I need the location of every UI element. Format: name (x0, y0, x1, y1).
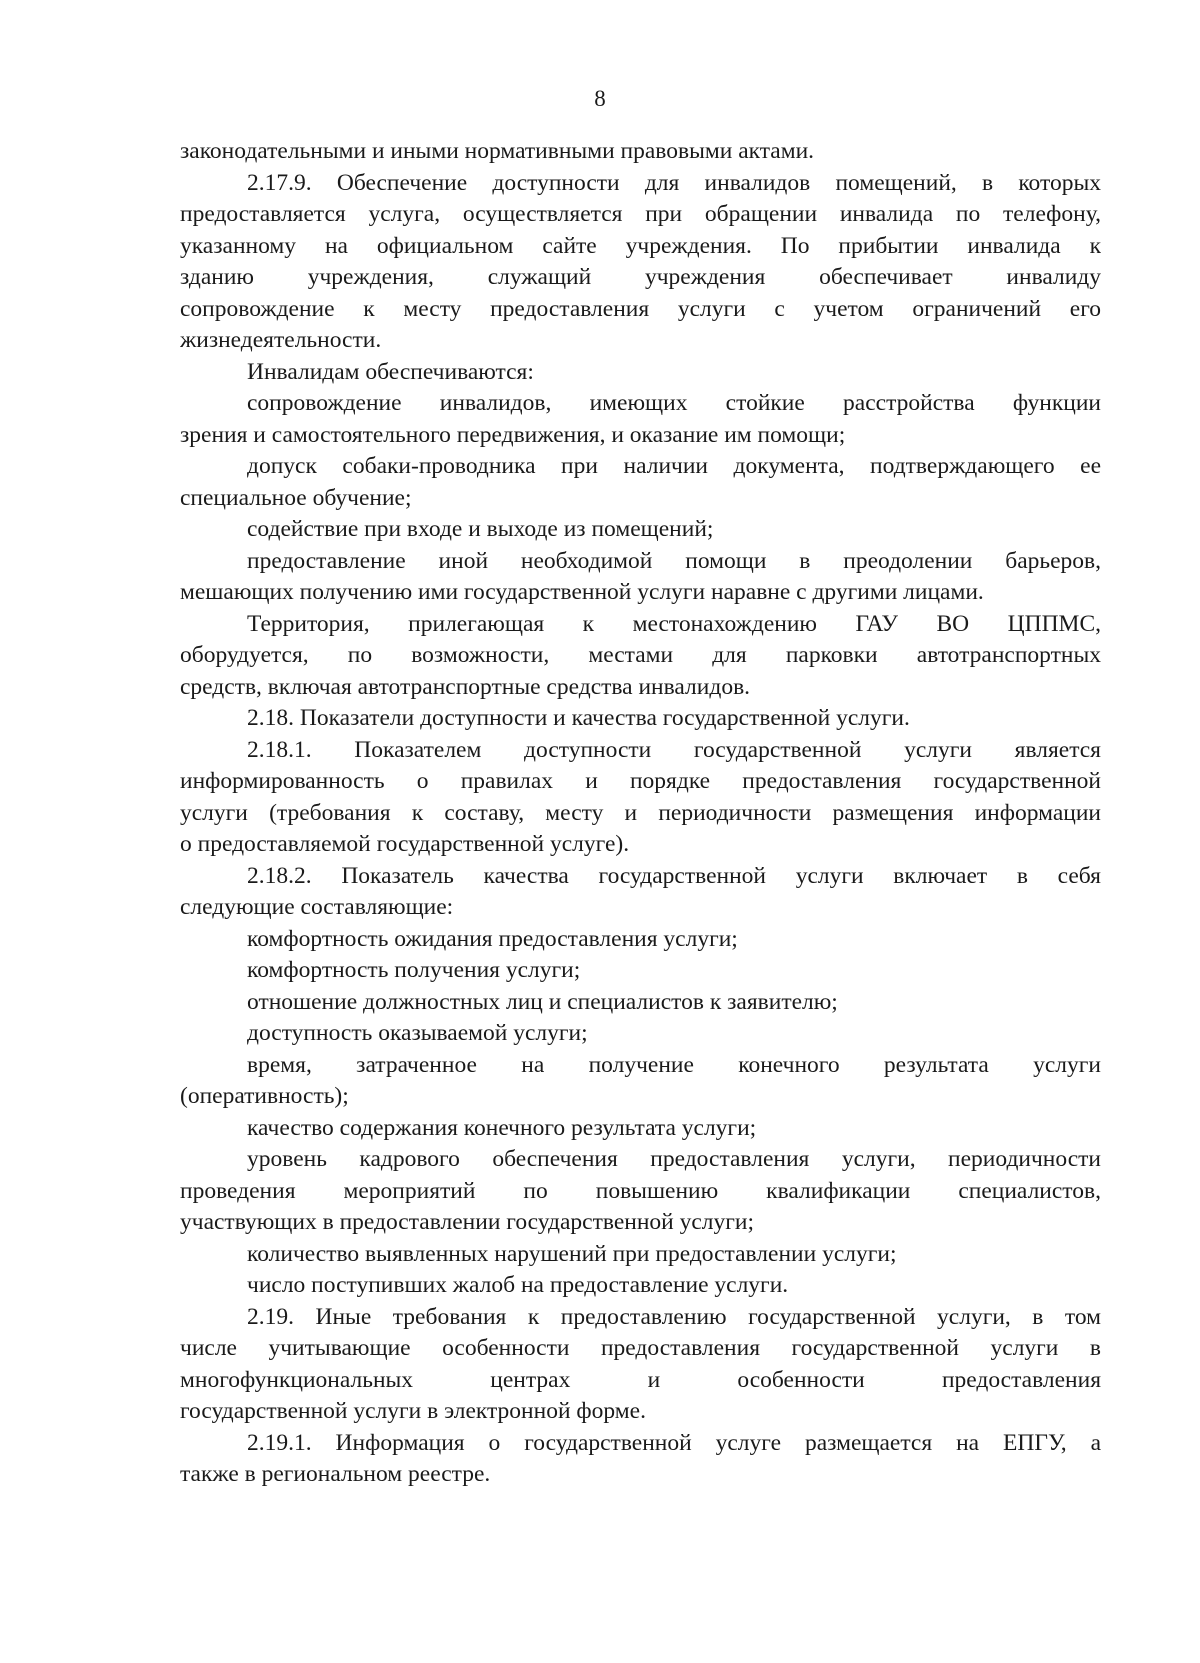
page-number: 8 (594, 86, 606, 111)
text-line: 2.17.9. Обеспечение доступности для инвалидов помещений, в которых (247, 169, 1101, 196)
document-body (180, 136, 1101, 1491)
text-line: многофункциональных центрах и особенности предоставления (180, 1366, 1101, 1393)
text-line: сопровождение к месту предоставления услуги с учетом ограничений его (180, 295, 1101, 322)
text-line: средств, включая автотранспортные средства инвалидов. (180, 673, 751, 700)
text-line: зрения и самостоятельного передвижения, и оказание им помощи; (180, 421, 846, 448)
text-line: мешающих получению ими государственной услуги наравне с другими лицами. (180, 579, 984, 605)
text-line: оборудуется, по возможности, местами для парковки автотранспортных (180, 642, 1101, 668)
text-line: качество содержания конечного результата услуги; (247, 1114, 757, 1141)
text-line: числе учитывающие особенности предоставления государственной услуги в (180, 1335, 1101, 1361)
text-line: Инвалидам обеспечиваются: (247, 358, 534, 385)
text-line: уровень кадрового обеспечения предоставления услуги, периодичности (247, 1146, 1101, 1172)
text-line: отношение должностных лиц и специалистов к заявителю; (247, 988, 838, 1015)
text-line: количество выявленных нарушений при предоставлении услуги; (247, 1240, 897, 1267)
text-line: 2.18. Показатели доступности и качества государственной услуги. (247, 705, 910, 731)
text-line: 2.19. Иные требования к предоставлению государственной услуги, в том (247, 1303, 1101, 1330)
text-line: доступность оказываемой услуги; (247, 1020, 588, 1046)
text-line: (оперативность); (180, 1083, 349, 1109)
text-line: государственной услуги в электронной форме. (180, 1398, 646, 1424)
text-line: информированность о правилах и порядке предоставления государственной (180, 768, 1101, 794)
text-line: специальное обучение; (180, 484, 412, 511)
text-line: указанному на официальном сайте учреждения. По прибытии инвалида к (180, 232, 1101, 259)
text-line: предоставление иной необходимой помощи в преодолении барьеров, (247, 547, 1101, 574)
text-line: предоставляется услуга, осуществляется при обращении инвалида по телефону, (180, 201, 1101, 227)
text-line: комфортность получения услуги; (247, 957, 581, 983)
text-line: законодательными и иными нормативными правовыми актами. (180, 138, 815, 164)
text-line: 2.18.2. Показатель качества государственной услуги включает в себя (247, 862, 1101, 889)
text-line: содействие при входе и выходе из помещений; (247, 516, 714, 542)
text-line: время, затраченное на получение конечного результата услуги (247, 1051, 1101, 1078)
text-line: допуск собаки-проводника при наличии документа, подтверждающего ее (247, 453, 1101, 479)
text-line: также в региональном реестре. (180, 1461, 491, 1487)
text-line: число поступивших жалоб на предоставление услуги. (247, 1272, 789, 1298)
text-line: проведения мероприятий по повышению квалификации специалистов, (180, 1177, 1101, 1204)
text-line: зданию учреждения, служащий учреждения обеспечивает инвалиду (180, 264, 1101, 290)
text-line: о предоставляемой государственной услуге). (180, 831, 630, 857)
text-line: 2.18.1. Показателем доступности государственной услуги является (247, 736, 1101, 763)
text-line: услуги (требования к составу, месту и периодичности размещения информации (180, 799, 1101, 826)
text-line: жизнедеятельности. (180, 327, 382, 353)
text-line: участвующих в предоставлении государственной услуги; (180, 1209, 755, 1235)
text-line: комфортность ожидания предоставления услуги; (247, 925, 738, 952)
text-line: 2.19.1. Информация о государственной услуге размещается на ЕПГУ, а (247, 1429, 1101, 1456)
text-line: следующие составляющие: (180, 894, 454, 920)
text-line: сопровождение инвалидов, имеющих стойкие расстройства функции (247, 390, 1101, 416)
text-line: Территория, прилегающая к местонахождению ГАУ ВО ЦППМС, (247, 610, 1101, 637)
